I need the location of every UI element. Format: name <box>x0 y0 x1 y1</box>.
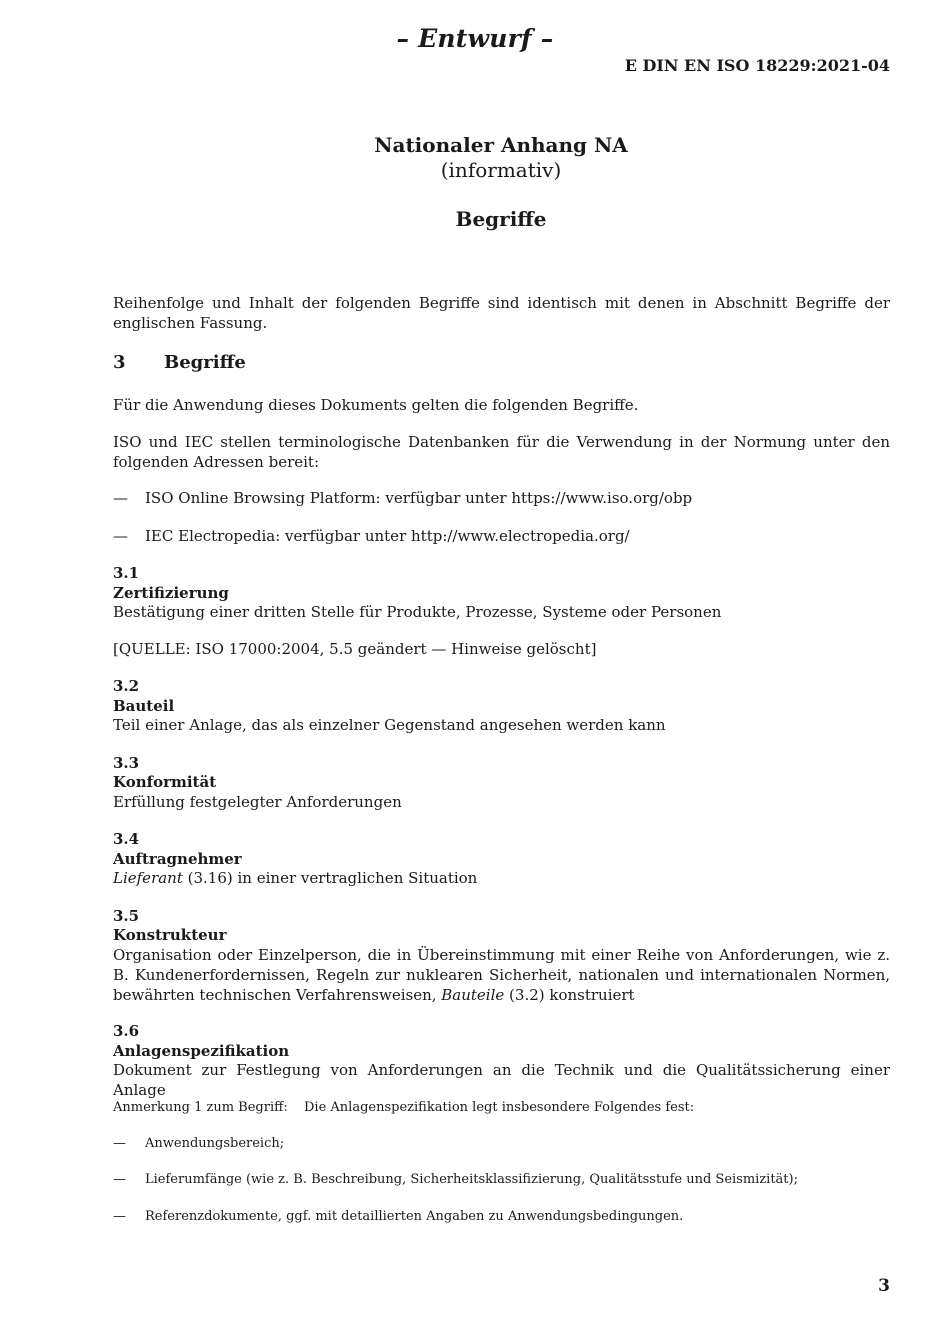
draft-label: – Entwurf – <box>396 24 554 53</box>
term-name: Bauteil <box>113 697 175 715</box>
list-item-electropedia: IEC Electropedia: verfügbar unter http://www.electropedia.org/ <box>145 527 630 545</box>
clause-title: Begriffe <box>164 352 246 373</box>
list-dash: — <box>113 527 128 545</box>
list-item-iso-obp: ISO Online Browsing Platform: verfügbar unter https://www.iso.org/obp <box>145 489 693 507</box>
list-dash: — <box>113 1136 126 1151</box>
term-number: 3.3 <box>113 754 140 772</box>
annex-heading: Begriffe <box>455 207 547 231</box>
list-dash: — <box>113 1172 126 1187</box>
note-list-item: Lieferumfänge (wie z. B. Beschreibung, Sicherheitsklassifizierung, Qualitätsstufe und Seismizität); <box>145 1172 798 1187</box>
clause-number: 3 <box>113 352 126 373</box>
annex-title: Nationaler Anhang NA <box>374 133 628 157</box>
list-dash: — <box>113 1209 126 1224</box>
term-name: Zertifizierung <box>113 584 229 602</box>
term-number: 3.5 <box>113 907 140 925</box>
term-definition: Lieferant (3.16) in einer vertraglichen Situation <box>113 869 478 887</box>
term-number: 3.1 <box>113 564 140 582</box>
list-dash: — <box>113 489 128 507</box>
note-text: Die Anlagenspezifikation legt insbesondere Folgendes fest: <box>304 1100 695 1115</box>
term-number: 3.4 <box>113 830 140 848</box>
term-note <box>113 1099 694 1117</box>
term-definition: Teil einer Anlage, das als einzelner Gegenstand angesehen werden kann <box>113 716 666 734</box>
note-list-item: Referenzdokumente, ggf. mit detaillierten Angaben zu Anwendungsbedingungen. <box>145 1209 684 1224</box>
note-list-item: Anwendungsbereich; <box>145 1136 285 1151</box>
term-reference: Lieferant <box>113 869 183 887</box>
clause-paragraph-2: ISO und IEC stellen terminologische Datenbanken für die Verwendung in der Normung unter den folgenden Adressen bereit: <box>113 433 890 471</box>
term-number: 3.2 <box>113 677 140 695</box>
term-name: Auftragnehmer <box>113 850 242 868</box>
clause-paragraph-1: Für die Anwendung dieses Dokuments gelten die folgenden Begriffe. <box>113 396 639 414</box>
page-number: 3 <box>878 1276 890 1296</box>
intro-paragraph: Reihenfolge und Inhalt der folgenden Begriffe sind identisch mit denen in Abschnitt Begriffe der englischen Fassung. <box>113 294 890 332</box>
note-label: Anmerkung 1 zum Begriff: <box>113 1100 288 1115</box>
term-definition: Organisation oder Einzelperson, die in Übereinstimmung mit einer Reihe von Anforderungen, wie z. B. Kundenerfordernissen, Regeln zur nuklearen Sicherheit, nationalen und internationalen Normen, bewährten technischen Verfahrensweisen, Bauteile (3.2) konstruiert <box>113 946 890 1004</box>
term-definition: Dokument zur Festlegung von Anforderungen an die Technik und die Qualitätssicherung einer Anlage <box>113 1061 890 1099</box>
term-number: 3.6 <box>113 1022 140 1040</box>
term-name: Konformität <box>113 773 217 791</box>
term-name: Konstrukteur <box>113 926 227 944</box>
term-definition: Erfüllung festgelegter Anforderungen <box>113 793 402 811</box>
term-definition: Bestätigung einer dritten Stelle für Produkte, Prozesse, Systeme oder Personen <box>113 603 722 621</box>
term-source: [QUELLE: ISO 17000:2004, 5.5 geändert — Hinweise gelöscht] <box>113 640 597 658</box>
clause-heading <box>113 352 246 373</box>
document-number: E DIN EN ISO 18229:2021-04 <box>624 56 890 75</box>
term-reference: Bauteile <box>441 986 505 1004</box>
term-name: Anlagenspezifikation <box>113 1042 290 1060</box>
annex-subtitle: (informativ) <box>440 158 562 182</box>
